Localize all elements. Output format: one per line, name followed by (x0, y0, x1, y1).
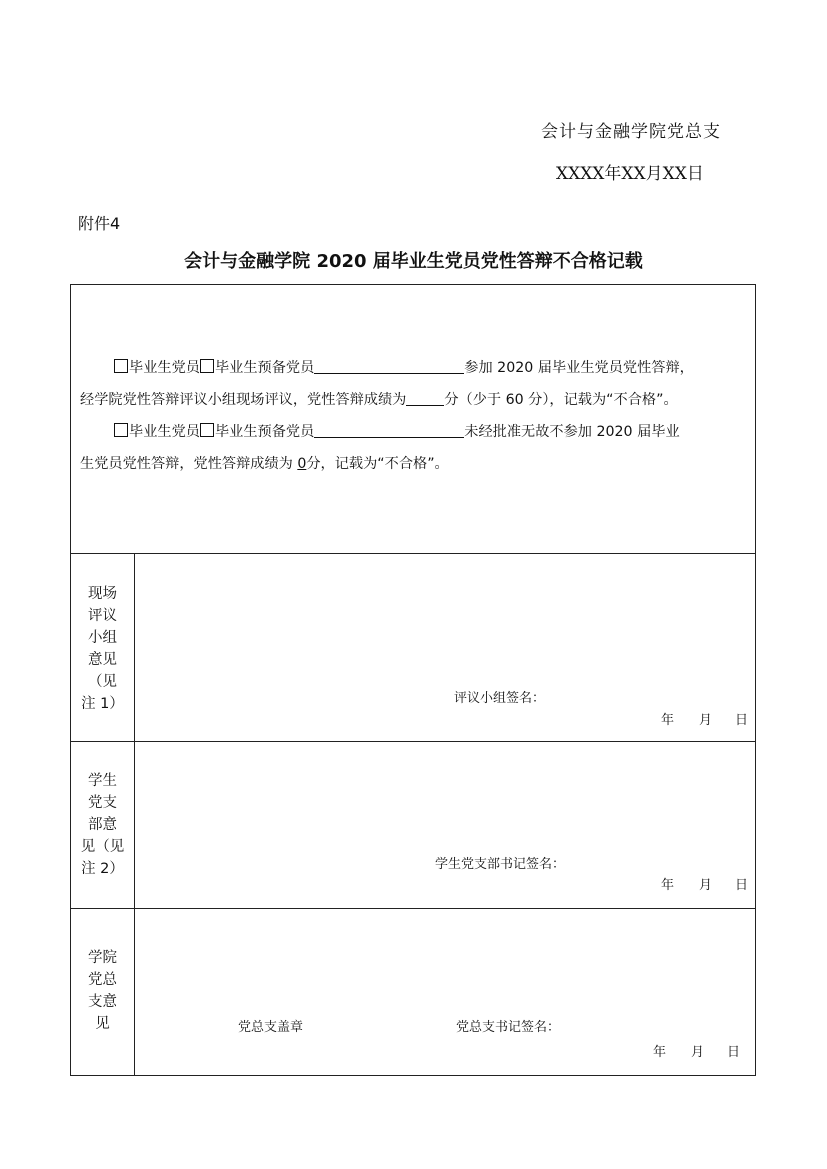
row-label-general-branch: 学院 党总 支意 见 (88, 950, 117, 1032)
evaluation-group-date: 年 月 日 (661, 713, 749, 728)
column-divider (134, 553, 135, 1075)
record-table (70, 284, 756, 1076)
row-divider (71, 908, 755, 909)
general-branch-secretary-signature: 党总支书记签名： (456, 1020, 561, 1035)
document-title: 会计与金融学院 2020 届毕业生党员党性答辩不合格记载 (184, 251, 643, 272)
row-divider (71, 741, 755, 742)
statement-text: 分，记载为“不合格”。 (306, 456, 449, 472)
option-probationary-member: 毕业生预备党员 (214, 424, 315, 440)
student-branch-secretary-signature: 学生党支部书记签名： (435, 857, 566, 872)
general-branch-seal: 党总支盖章 (238, 1020, 304, 1035)
statement-line-1 (114, 357, 694, 377)
row-label-evaluation-group: 现场 评议 小组 意见 （见 注 1） (81, 586, 124, 712)
name-blank[interactable] (314, 359, 464, 374)
statement-line-3 (114, 421, 680, 441)
row-divider (71, 553, 755, 554)
statement-text: 未经批准无故不参加 2020 届毕业 (464, 424, 680, 440)
option-probationary-member: 毕业生预备党员 (214, 360, 315, 376)
general-branch-date: 年 月 日 (653, 1045, 741, 1060)
attachment-label: 附件4 (78, 214, 121, 233)
checkbox-graduate-member[interactable] (114, 359, 128, 373)
issuer-name: 会计与金融学院党总支 (541, 122, 721, 142)
statement-text: 经学院党性答辩评议小组现场评议，党性答辩成绩为 (80, 392, 407, 408)
checkbox-probationary-member[interactable] (200, 423, 214, 437)
statement-text: 分（少于 60 分），记载为“不合格”。 (444, 392, 678, 408)
option-graduate-member: 毕业生党员 (129, 360, 200, 376)
issue-date: XXXX年XX月XX日 (556, 164, 704, 184)
checkbox-graduate-member[interactable] (114, 423, 128, 437)
name-blank[interactable] (314, 423, 464, 438)
evaluation-group-signature: 评议小组签名： (454, 691, 546, 706)
statement-line-4 (80, 453, 449, 473)
zero-score: 0 (297, 456, 307, 472)
statement-line-2 (80, 389, 678, 409)
row-label-student-branch: 学生 党支 部意 见（见 注 2） (80, 773, 125, 877)
statement-text: 生党员党性答辩，党性答辩成绩为 (80, 456, 298, 472)
checkbox-probationary-member[interactable] (200, 359, 214, 373)
score-blank[interactable] (406, 391, 444, 406)
student-branch-date: 年 月 日 (661, 878, 749, 893)
statement-text: 参加 2020 届毕业生党员党性答辩， (464, 360, 694, 376)
option-graduate-member: 毕业生党员 (129, 424, 200, 440)
